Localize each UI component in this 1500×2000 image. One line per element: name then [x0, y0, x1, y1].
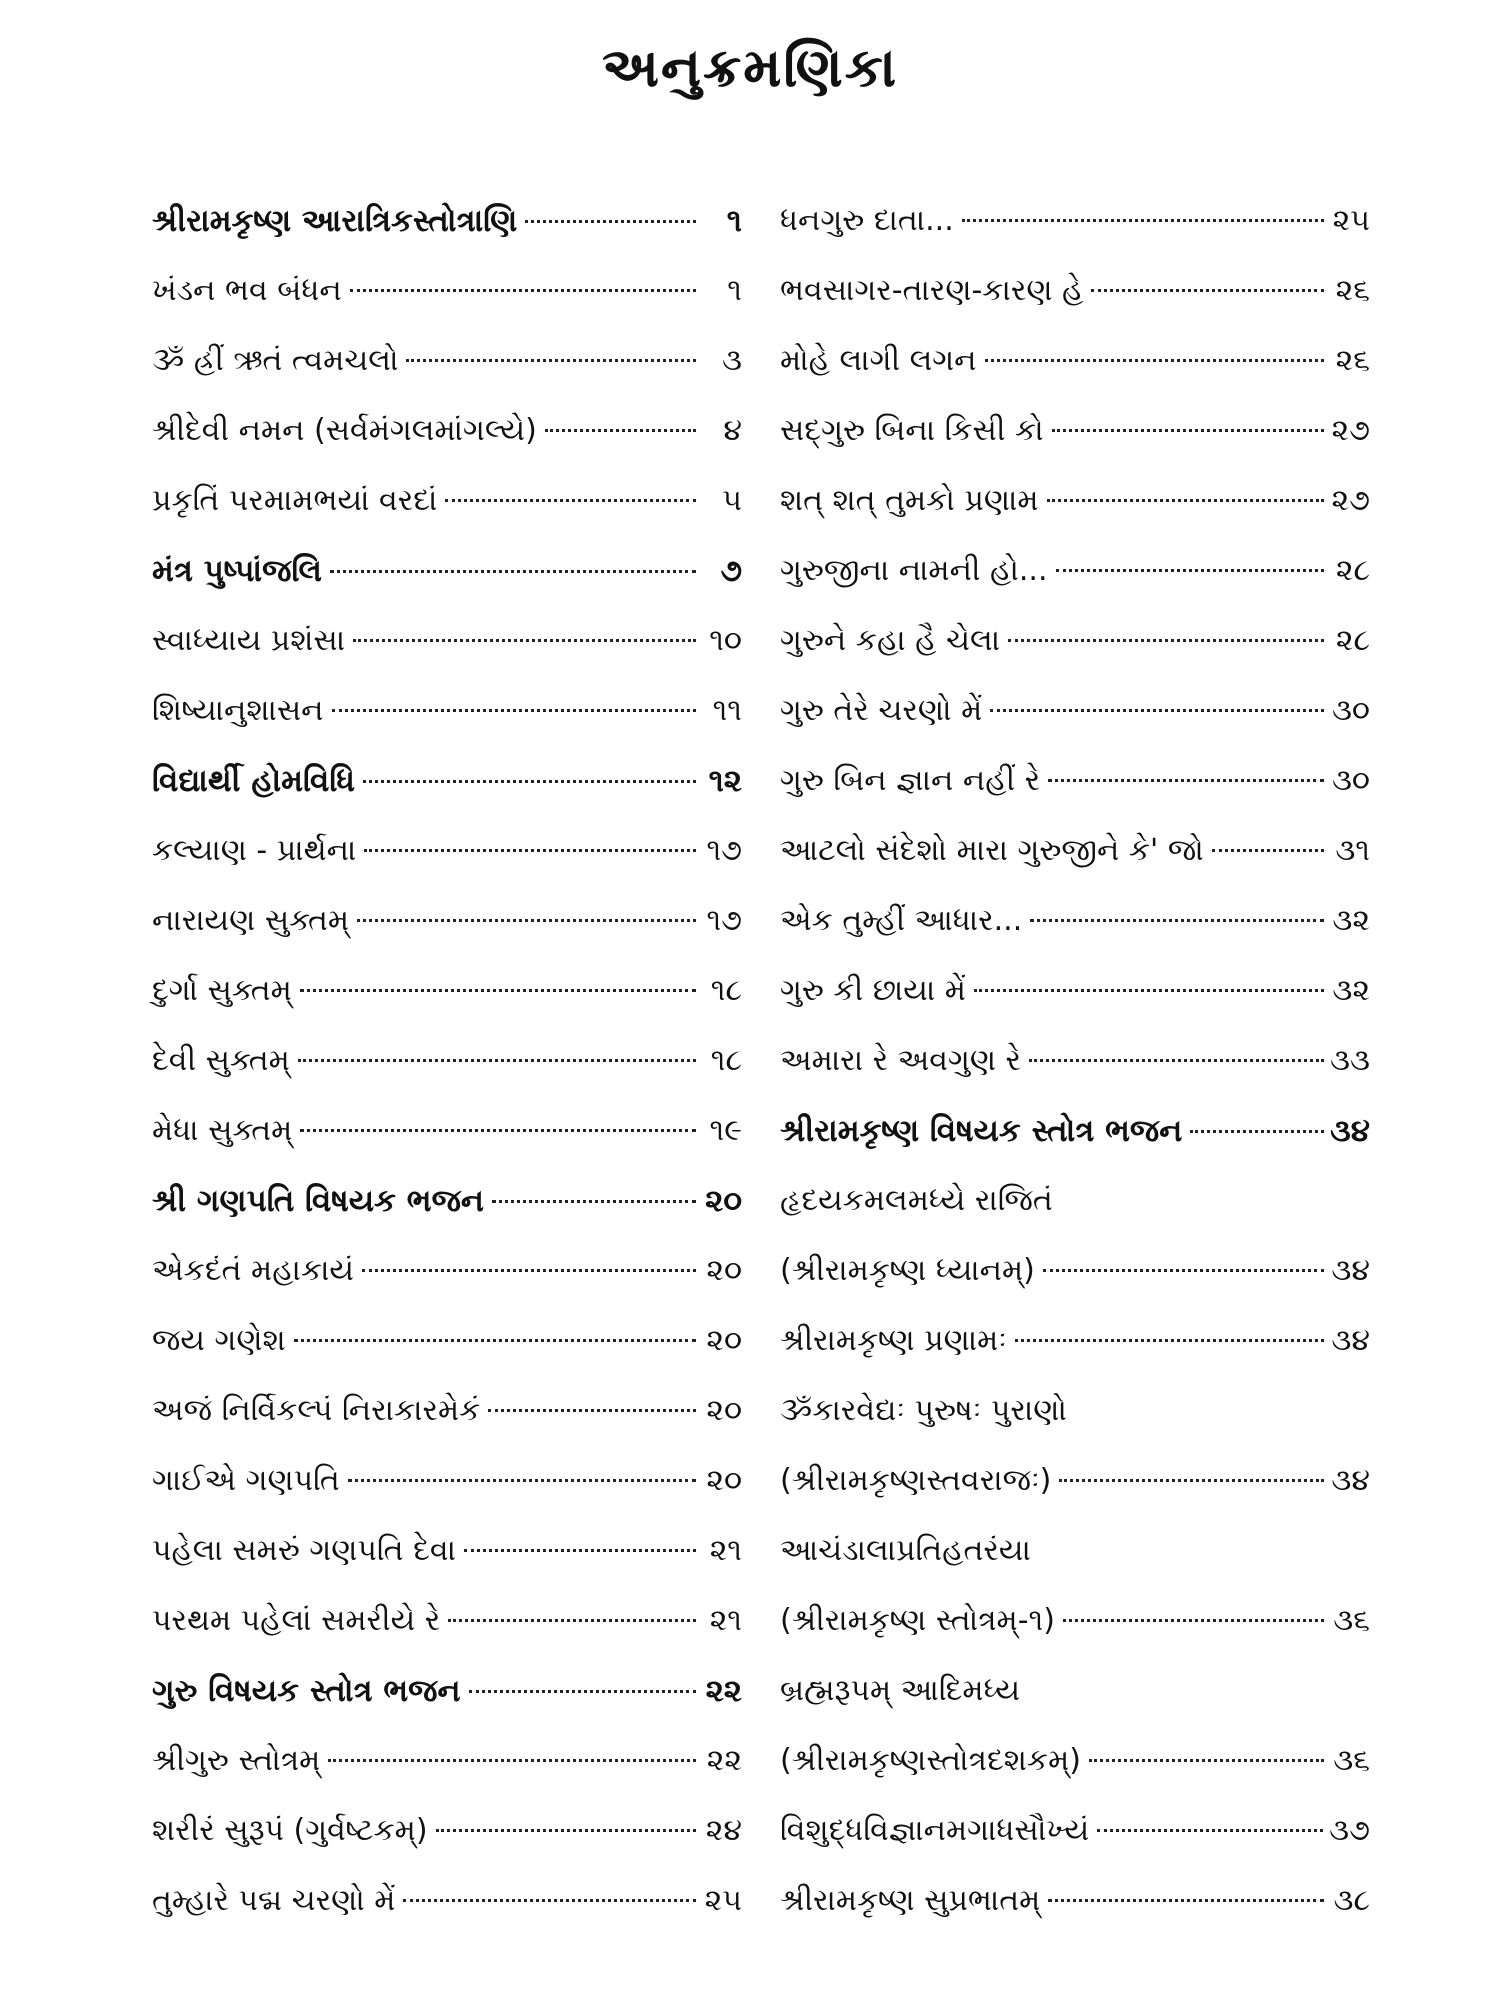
- toc-entry-page-number: ૧૨: [708, 763, 742, 799]
- dot-leader: [492, 1200, 696, 1203]
- toc-entry-page-number: ૧૭: [706, 903, 742, 938]
- toc-entry-page-number: ૩૩: [1330, 1043, 1370, 1078]
- toc-entry-title: જય ગણેશ: [152, 1323, 286, 1358]
- toc-entry-page-number: ૨૬: [1335, 273, 1370, 308]
- toc-entry-page-number: ૨૧: [709, 1533, 742, 1568]
- dot-leader: [406, 359, 696, 362]
- toc-entry-title: ગુરુ કી છાયા મેં: [780, 973, 966, 1008]
- toc-entry-title: મોહે લાગી લગન: [780, 343, 977, 378]
- toc-entry: [152, 1866, 742, 1936]
- dot-leader: [403, 1899, 696, 1902]
- toc-entry: [152, 256, 742, 326]
- toc-entry-page-number: ૨૭: [1331, 413, 1370, 448]
- toc-right-column: [780, 186, 1370, 1936]
- toc-entry-title: પરથમ પહેલાં સમરીયે રે: [152, 1603, 441, 1638]
- dot-leader: [1190, 1130, 1324, 1133]
- toc-entry-page-number: ૧૮: [710, 973, 742, 1008]
- toc-entry-title: પ્રકૃતિં પરમામભયાં વરદાં: [152, 483, 438, 518]
- toc-entry: [780, 1796, 1370, 1866]
- toc-entry: [152, 606, 742, 676]
- toc-entry-page-number: ૨૫: [1332, 203, 1370, 238]
- toc-entry: [152, 1236, 742, 1306]
- toc-entry-title: શત્ શત્ તુમકો પ્રણામ: [780, 483, 1039, 518]
- dot-leader: [330, 570, 696, 573]
- toc-entry: [780, 1306, 1370, 1376]
- toc-section-heading: [152, 536, 742, 606]
- toc-entry-title: શિષ્યાનુશાસન: [152, 693, 324, 728]
- toc-entry-title: ગુરુને કહા હૈ ચેલા: [780, 623, 1001, 658]
- toc-entry: [780, 816, 1370, 886]
- dot-leader: [1015, 1339, 1324, 1342]
- dot-leader: [332, 709, 696, 712]
- toc-entry: [780, 1656, 1370, 1726]
- toc-entry-title: વિશુદ્ધવિજ્ઞાનમગાધસૌખ્યં: [780, 1813, 1090, 1848]
- toc-entry-title: (શ્રીરામકૃષ્ણસ્તવરાજઃ): [780, 1463, 1052, 1498]
- toc-entry: [780, 1166, 1370, 1236]
- dot-leader: [362, 1269, 696, 1272]
- toc-entry-page-number: ૨૮: [1335, 623, 1370, 658]
- toc-entry-page-number: ૩૪: [1331, 1463, 1370, 1498]
- dot-leader: [488, 1409, 696, 1412]
- toc-entry-title: શ્રીદેવી નમન (સર્વમંગલમાંગલ્યે): [152, 413, 537, 448]
- toc-entry-title: ગુરુ બિન જ્ઞાન નહીં રે: [780, 763, 1041, 798]
- dot-leader: [1047, 499, 1324, 502]
- toc-entry-page-number: ૧૭: [706, 833, 742, 868]
- toc-entry-page-number: ૨૨: [705, 1673, 742, 1709]
- toc-entry-title: શ્રીરામકૃષ્ણ વિષયક સ્તોત્ર ભજન: [780, 1113, 1183, 1149]
- toc-entry: [780, 536, 1370, 606]
- toc-entry-page-number: ૨૮: [1335, 553, 1370, 588]
- toc-entry-title: (શ્રીરામકૃષ્ણ સ્તોત્રમ્-૧): [780, 1603, 1055, 1638]
- toc-entry: [780, 606, 1370, 676]
- dot-leader: [985, 359, 1324, 362]
- toc-entry: [152, 326, 742, 396]
- toc-entry-title: શરીરં સુરૂપં (ગુર્વષ્ટકમ્): [152, 1813, 428, 1848]
- toc-entry: [152, 1306, 742, 1376]
- toc-entry-page-number: ૩૬: [1333, 1603, 1370, 1638]
- toc-entry-title: ગાઈએ ગણપતિ: [152, 1463, 340, 1498]
- dot-leader: [1030, 919, 1324, 922]
- toc-entry-title: ભવસાગર-તારણ-કારણ હે: [780, 273, 1084, 308]
- toc-entry: [780, 676, 1370, 746]
- toc-entry-title: દેવી સુક્તમ્: [152, 1043, 290, 1078]
- toc-entry: [152, 1026, 742, 1096]
- dot-leader: [348, 1479, 696, 1482]
- dot-leader: [1089, 1759, 1324, 1762]
- toc-section-heading: [780, 1096, 1370, 1166]
- toc-entry-title: શ્રીરામકૃષ્ણ પ્રણામઃ: [780, 1323, 1007, 1358]
- toc-entry: [780, 396, 1370, 466]
- toc-entry-title: શ્રી ગણપતિ વિષયક ભજન: [152, 1183, 484, 1219]
- toc-entry-title: ખંડન ભવ બંધન: [152, 273, 342, 308]
- dot-leader: [1048, 1899, 1324, 1902]
- toc-entry: [152, 816, 742, 886]
- toc-entry-page-number: ૨૧: [709, 1603, 742, 1638]
- toc-entry-page-number: ૩૪: [1330, 1113, 1370, 1149]
- toc-entry: [780, 186, 1370, 256]
- toc-entry-title: એકદંતં મહાકાયં: [152, 1253, 354, 1288]
- dot-leader: [445, 499, 696, 502]
- toc-entry: [780, 1866, 1370, 1936]
- toc-entry-page-number: ૨૦: [706, 1253, 742, 1288]
- toc-entry-title: ગુરુ તેરે ચરણો મેં: [780, 693, 983, 728]
- toc-entry-title: શ્રીગુરુ સ્તોત્રમ્: [152, 1743, 321, 1778]
- toc-entry: [780, 1586, 1370, 1656]
- dot-leader: [545, 429, 696, 432]
- toc-entry: [780, 466, 1370, 536]
- dot-leader: [1052, 429, 1324, 432]
- toc-entry-page-number: ૨૦: [706, 1463, 742, 1498]
- toc-entry-title: પહેલા સમરું ગણપતિ દેવા: [152, 1533, 456, 1568]
- toc-entry-page-number: ૨૦: [705, 1183, 742, 1219]
- toc-entry: [780, 1236, 1370, 1306]
- toc-entry-page-number: ૩૭: [1329, 1813, 1370, 1848]
- toc-entry-title: ૐકારવેદ્યઃ પુરુષઃ પુરાણો: [780, 1393, 1067, 1428]
- toc-entry: [780, 1446, 1370, 1516]
- dot-leader: [357, 919, 696, 922]
- toc-entry: [780, 1726, 1370, 1796]
- toc-entry-title: શ્રીરામકૃષ્ણ આરાત્રિકસ્તોત્રાણિ: [152, 203, 518, 239]
- toc-entry: [152, 1586, 742, 1656]
- page-title: અનુક્રમણિકા: [601, 36, 899, 99]
- toc-entry: [152, 396, 742, 466]
- toc-entry: [780, 956, 1370, 1026]
- dot-leader: [353, 639, 696, 642]
- dot-leader: [464, 1549, 696, 1552]
- dot-leader: [1091, 289, 1324, 292]
- dot-leader: [974, 989, 1324, 992]
- toc-entry: [780, 1026, 1370, 1096]
- toc-entry: [780, 746, 1370, 816]
- toc-entry-title: અમારા રે અવગુણ રે: [780, 1043, 1022, 1078]
- toc-entry-page-number: ૩: [722, 343, 742, 378]
- toc-entry-page-number: ૫: [722, 483, 742, 518]
- toc-entry-page-number: ૪: [723, 413, 742, 448]
- dot-leader: [1008, 639, 1324, 642]
- toc-entry-title: (શ્રીરામકૃષ્ણ ધ્યાનમ્): [780, 1253, 1035, 1288]
- dot-leader: [350, 289, 696, 292]
- toc-entry-title: હૃદયકમલમધ્યે રાજિતં: [780, 1183, 1053, 1218]
- toc-entry-page-number: ૧૯: [709, 1113, 742, 1148]
- dot-leader: [364, 849, 696, 852]
- dot-leader: [1097, 1829, 1323, 1832]
- toc-entry: [152, 466, 742, 536]
- toc-entry: [780, 256, 1370, 326]
- toc-entry-title: બ્રહ્મરૂપમ્ આદિમધ્ય: [780, 1673, 1021, 1708]
- dot-leader: [1048, 779, 1324, 782]
- toc-section-heading: [152, 1656, 742, 1726]
- dot-leader: [298, 1059, 696, 1062]
- toc-entry: [152, 956, 742, 1026]
- toc-entry: [780, 1376, 1370, 1446]
- dot-leader: [1063, 1619, 1324, 1622]
- toc-entry-title: અજં નિર્વિકલ્પં નિરાકારમેકં: [152, 1393, 481, 1428]
- toc-entry-page-number: ૩૦: [1331, 763, 1370, 798]
- toc-entry-page-number: ૧૮: [710, 1043, 742, 1078]
- toc-entry-title: આચંડાલાપ્રતિહતરંયા: [780, 1533, 1031, 1568]
- toc-entry-page-number: ૭: [720, 553, 742, 589]
- dot-leader: [300, 989, 696, 992]
- toc-entry-page-number: ૧: [726, 203, 742, 239]
- dot-leader: [1043, 1269, 1324, 1272]
- toc-entry: [152, 886, 742, 956]
- toc-entry-page-number: ૩૪: [1331, 1253, 1370, 1288]
- toc-entry: [152, 1796, 742, 1866]
- toc-entry-title: ગુરુજીના નામની હો...: [780, 553, 1048, 588]
- dot-leader: [1029, 1059, 1324, 1062]
- toc-entry: [152, 1096, 742, 1166]
- toc-entry-title: સદ્ગુરુ બિના કિસી કો: [780, 413, 1044, 448]
- toc-entry-title: એક તુમ્હીં આધાર...: [780, 903, 1023, 938]
- toc-entry: [780, 886, 1370, 956]
- toc-entry: [780, 326, 1370, 396]
- dot-leader: [469, 1690, 696, 1693]
- dot-leader: [1212, 849, 1324, 852]
- dot-leader: [525, 220, 696, 223]
- toc-section-heading: [152, 186, 742, 256]
- toc-section-heading: [152, 746, 742, 816]
- toc-entry-title: સ્વાધ્યાય પ્રશંસા: [152, 623, 346, 658]
- toc-section-heading: [152, 1166, 742, 1236]
- dot-leader: [436, 1829, 696, 1832]
- toc-entry-title: નારાયણ સુક્તમ્: [152, 903, 350, 938]
- toc-entry-page-number: ૧: [727, 273, 742, 308]
- dot-leader: [990, 709, 1324, 712]
- toc-entry-page-number: ૩૬: [1333, 1743, 1370, 1778]
- toc-entry-title: શ્રીરામકૃષ્ણ સુપ્રભાતમ્: [780, 1883, 1041, 1918]
- toc-entry-title: તુમ્હારે પદ્મ ચરણો મેં: [152, 1883, 396, 1918]
- toc-entry-page-number: ૨૫: [704, 1883, 742, 1918]
- toc-entry-page-number: ૩૦: [1331, 693, 1370, 728]
- dot-leader: [294, 1339, 696, 1342]
- toc-entry: [152, 1446, 742, 1516]
- dot-leader: [300, 1129, 696, 1132]
- toc-entry-title: મેધા સુક્તમ્: [152, 1113, 293, 1148]
- dot-leader: [1056, 569, 1325, 572]
- toc-entry-page-number: ૨૬: [1335, 343, 1370, 378]
- toc-entry-title: ધનગુરુ દાતા...: [780, 203, 954, 238]
- toc-entry-title: ગુરુ વિષયક સ્તોત્ર ભજન: [152, 1673, 461, 1709]
- toc-entry-page-number: ૧૦: [709, 623, 742, 658]
- toc-entry-title: દુર્ગા સુક્તમ્: [152, 973, 292, 1008]
- toc-entry-page-number: ૩૨: [1332, 903, 1370, 938]
- dot-leader: [328, 1759, 696, 1762]
- toc-entry-page-number: ૨૪: [705, 1813, 742, 1848]
- dot-leader: [448, 1619, 696, 1622]
- toc-entry-title: કલ્યાણ - પ્રાર્થના: [152, 833, 357, 868]
- toc-entry-title: મંત્ર પુષ્પાંજલિ: [152, 553, 322, 589]
- toc-entry-title: ૐ હ્રીં ઋતં ત્વમચલો: [152, 343, 399, 378]
- toc-entry-page-number: ૩૨: [1332, 973, 1370, 1008]
- toc-entry: [780, 1516, 1370, 1586]
- toc-entry-title: (શ્રીરામકૃષ્ણસ્તોત્રદશકમ્): [780, 1743, 1081, 1778]
- dot-leader: [363, 780, 696, 783]
- toc-left-column: [152, 186, 742, 1936]
- toc-entry-page-number: ૨૦: [706, 1323, 742, 1358]
- toc-entry-page-number: ૧૧: [712, 693, 742, 728]
- toc-entry-title: આટલો સંદેશો મારા ગુરુજીને કે' જો: [780, 833, 1204, 868]
- toc-entry-page-number: ૨૨: [706, 1743, 742, 1778]
- toc-entry: [152, 676, 742, 746]
- toc-entry-page-number: ૩૧: [1335, 833, 1370, 868]
- toc-entry: [152, 1726, 742, 1796]
- toc-entry-page-number: ૨૭: [1331, 483, 1370, 518]
- toc-entry-title: વિદ્યાર્થી હોમવિધિ: [152, 763, 355, 799]
- dot-leader: [1059, 1479, 1324, 1482]
- toc-entry-page-number: ૩૪: [1331, 1323, 1370, 1358]
- toc-entry-page-number: ૨૦: [706, 1393, 742, 1428]
- toc-entry: [152, 1516, 742, 1586]
- toc-entry-page-number: ૩૮: [1333, 1883, 1370, 1918]
- toc-entry: [152, 1376, 742, 1446]
- dot-leader: [962, 219, 1324, 222]
